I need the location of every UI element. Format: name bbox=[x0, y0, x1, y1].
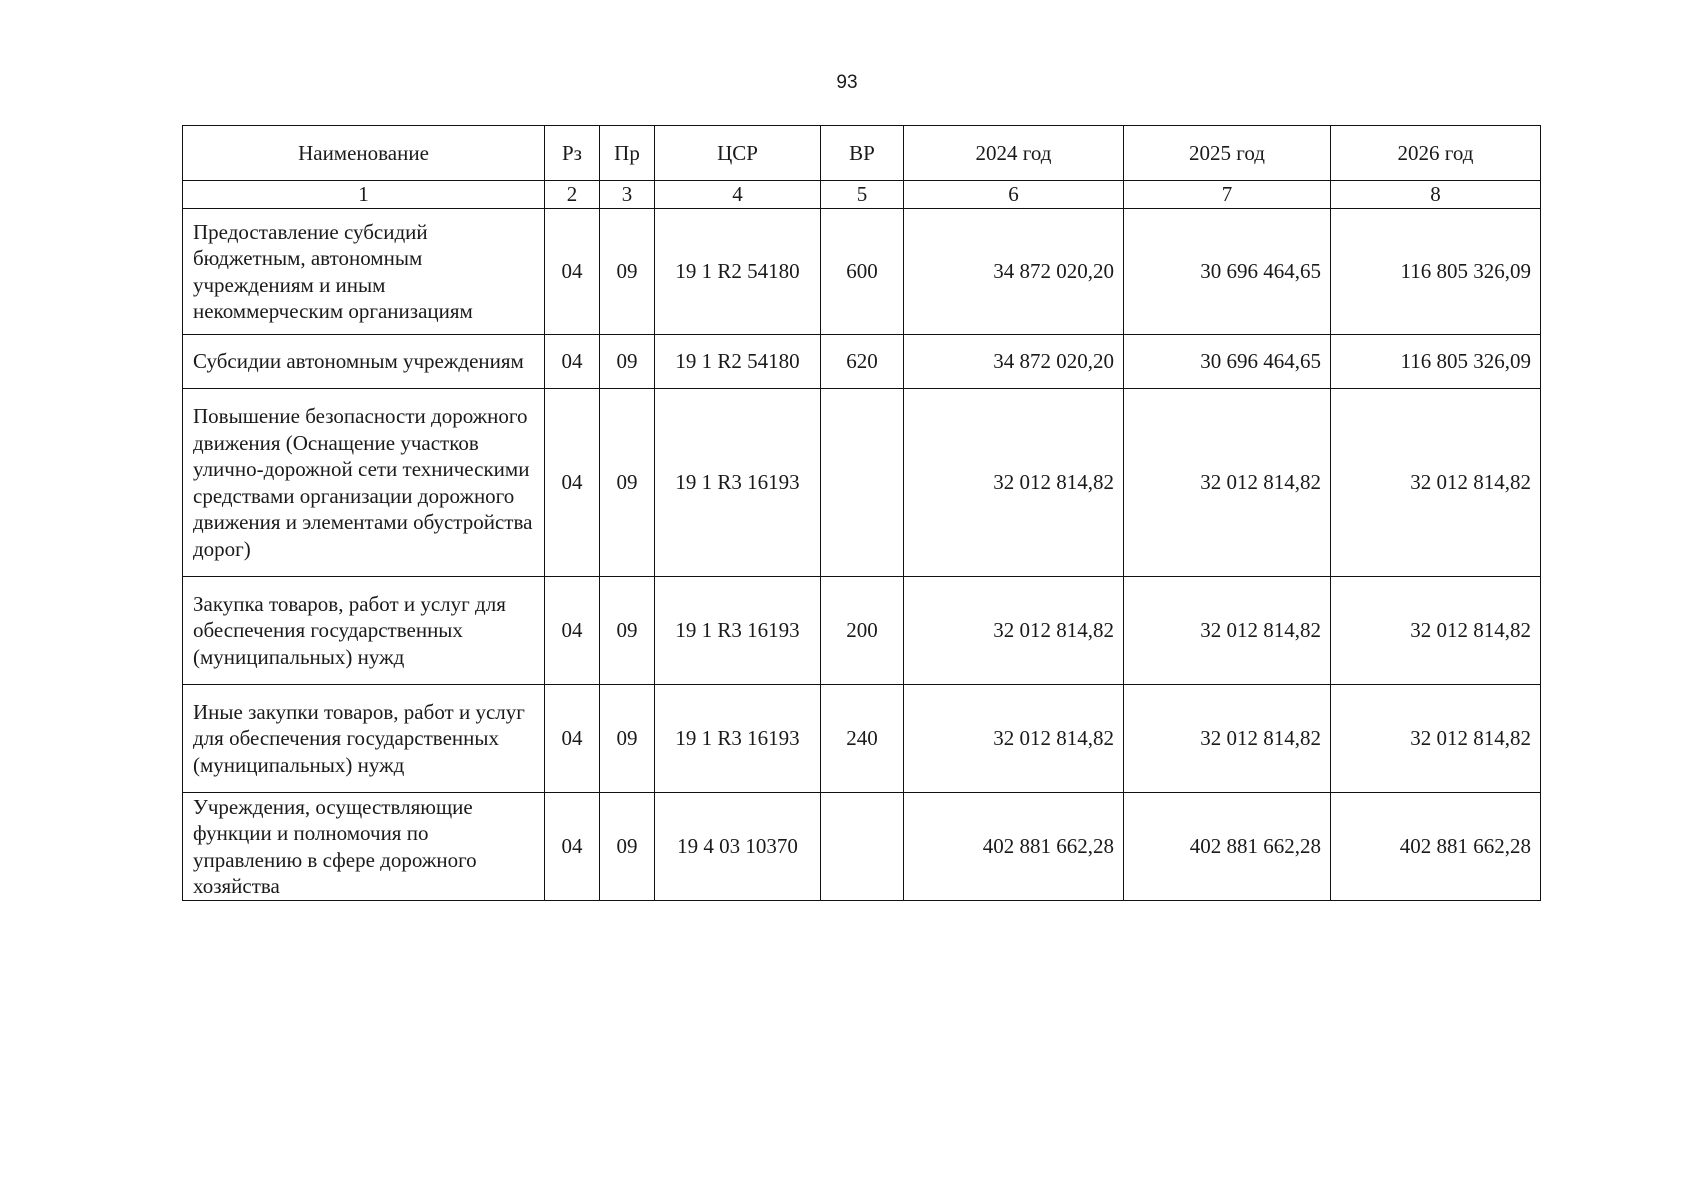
row-vr: 620 bbox=[821, 335, 904, 389]
row-2026: 402 881 662,28 bbox=[1331, 793, 1541, 901]
column-number: 3 bbox=[600, 181, 655, 209]
row-pr: 09 bbox=[600, 335, 655, 389]
row-csr: 19 1 R2 54180 bbox=[655, 335, 821, 389]
row-csr: 19 1 R3 16193 bbox=[655, 577, 821, 685]
row-2024: 34 872 020,20 bbox=[904, 209, 1124, 335]
row-name: Закупка товаров, работ и услуг для обеспечения государственных (муниципальных) нужд bbox=[183, 577, 545, 685]
row-vr: 240 bbox=[821, 685, 904, 793]
row-pr: 09 bbox=[600, 389, 655, 577]
header-vr: ВР bbox=[821, 126, 904, 181]
row-2025: 32 012 814,82 bbox=[1124, 685, 1331, 793]
row-pr: 09 bbox=[600, 793, 655, 901]
header-row bbox=[183, 126, 1541, 181]
row-vr: 600 bbox=[821, 209, 904, 335]
table-row bbox=[183, 335, 1541, 389]
column-number: 2 bbox=[545, 181, 600, 209]
row-rz: 04 bbox=[545, 209, 600, 335]
row-name: Повышение безопасности дорожного движения (Оснащение участков улично-дорожной сети техническими средствами организации дорожного движения и элементами обустройства дорог) bbox=[183, 389, 545, 577]
page-number: 93 bbox=[836, 72, 858, 93]
row-2025: 32 012 814,82 bbox=[1124, 389, 1331, 577]
row-2026: 116 805 326,09 bbox=[1331, 335, 1541, 389]
header-rz: Рз bbox=[545, 126, 600, 181]
row-pr: 09 bbox=[600, 209, 655, 335]
column-number: 5 bbox=[821, 181, 904, 209]
column-number: 8 bbox=[1331, 181, 1541, 209]
row-rz: 04 bbox=[545, 793, 600, 901]
row-2026: 32 012 814,82 bbox=[1331, 577, 1541, 685]
row-rz: 04 bbox=[545, 335, 600, 389]
row-vr bbox=[821, 389, 904, 577]
row-vr bbox=[821, 793, 904, 901]
row-vr: 200 bbox=[821, 577, 904, 685]
row-rz: 04 bbox=[545, 577, 600, 685]
row-csr: 19 1 R3 16193 bbox=[655, 389, 821, 577]
table-row bbox=[183, 685, 1541, 793]
row-2024: 402 881 662,28 bbox=[904, 793, 1124, 901]
column-number: 1 bbox=[183, 181, 545, 209]
header-2024: 2024 год bbox=[904, 126, 1124, 181]
row-rz: 04 bbox=[545, 685, 600, 793]
row-2025: 32 012 814,82 bbox=[1124, 577, 1331, 685]
row-2025: 30 696 464,65 bbox=[1124, 209, 1331, 335]
row-name: Иные закупки товаров, работ и услуг для обеспечения государственных (муниципальных) нужд bbox=[183, 685, 545, 793]
row-2024: 32 012 814,82 bbox=[904, 389, 1124, 577]
header-2026: 2026 год bbox=[1331, 126, 1541, 181]
table-row bbox=[183, 209, 1541, 335]
row-2024: 32 012 814,82 bbox=[904, 577, 1124, 685]
row-2026: 116 805 326,09 bbox=[1331, 209, 1541, 335]
row-rz: 04 bbox=[545, 389, 600, 577]
row-name: Субсидии автономным учреждениям bbox=[183, 335, 545, 389]
row-csr: 19 4 03 10370 bbox=[655, 793, 821, 901]
row-2026: 32 012 814,82 bbox=[1331, 389, 1541, 577]
row-csr: 19 1 R3 16193 bbox=[655, 685, 821, 793]
row-2024: 32 012 814,82 bbox=[904, 685, 1124, 793]
budget-table bbox=[182, 125, 1541, 901]
row-name: Учреждения, осуществляющие функции и полномочия по управлению в сфере дорожного хозяйства bbox=[183, 793, 545, 901]
header-csr: ЦСР bbox=[655, 126, 821, 181]
column-number: 4 bbox=[655, 181, 821, 209]
table-row bbox=[183, 793, 1541, 901]
table-row bbox=[183, 389, 1541, 577]
row-csr: 19 1 R2 54180 bbox=[655, 209, 821, 335]
header-name: Наименование bbox=[183, 126, 545, 181]
row-2026: 32 012 814,82 bbox=[1331, 685, 1541, 793]
header-pr: Пр bbox=[600, 126, 655, 181]
column-number: 6 bbox=[904, 181, 1124, 209]
header-2025: 2025 год bbox=[1124, 126, 1331, 181]
row-2025: 402 881 662,28 bbox=[1124, 793, 1331, 901]
column-numbering-row bbox=[183, 181, 1541, 209]
table-row bbox=[183, 577, 1541, 685]
row-pr: 09 bbox=[600, 685, 655, 793]
row-name: Предоставление субсидий бюджетным, автономным учреждениям и иным некоммерческим организациям bbox=[183, 209, 545, 335]
column-number: 7 bbox=[1124, 181, 1331, 209]
row-2025: 30 696 464,65 bbox=[1124, 335, 1331, 389]
row-2024: 34 872 020,20 bbox=[904, 335, 1124, 389]
row-pr: 09 bbox=[600, 577, 655, 685]
